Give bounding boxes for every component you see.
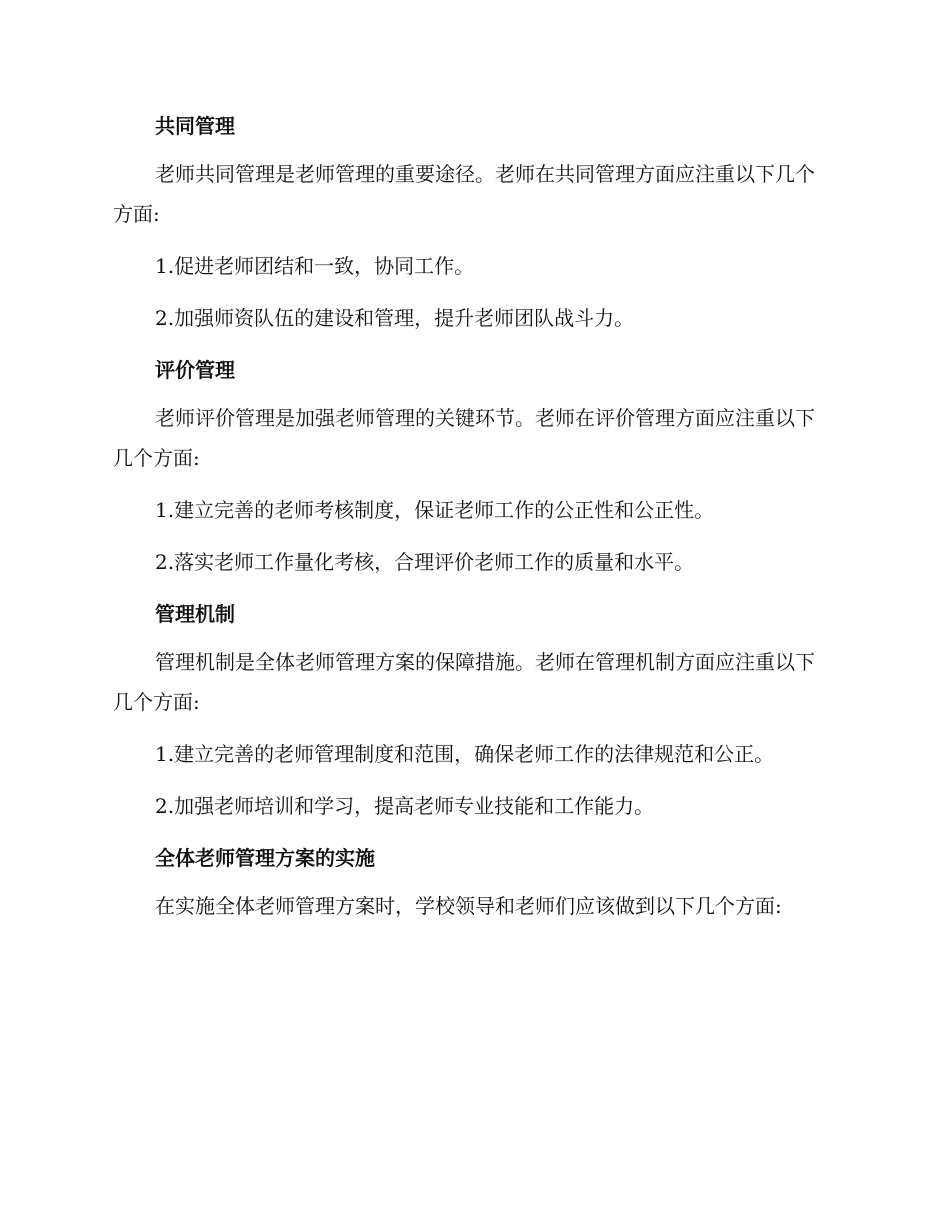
section-heading: 管理机制 [155,602,235,626]
section-implementation [113,838,833,926]
list-item: 2.加强师资队伍的建设和管理，提升老师团队战斗力。 [155,306,635,330]
section-intro: 管理机制是全体老师管理方案的保障措施。老师在管理机制方面应注重以下几个方面: [113,650,815,714]
list-item: 2.加强老师培训和学习，提高老师专业技能和工作能力。 [155,794,655,818]
list-item: 1.建立完善的老师管理制度和范围，确保老师工作的法律规范和公正。 [155,742,775,766]
section-heading: 共同管理 [155,114,235,138]
section-heading: 评价管理 [155,358,235,382]
section-intro: 在实施全体老师管理方案时，学校领导和老师们应该做到以下几个方面: [155,894,782,918]
section-joint-management [113,106,833,338]
list-item: 1.建立完善的老师考核制度，保证老师工作的公正性和公正性。 [155,498,715,522]
section-heading: 全体老师管理方案的实施 [155,846,375,870]
document-page [113,100,833,938]
list-item: 2.落实老师工作量化考核，合理评价老师工作的质量和水平。 [155,550,695,574]
section-evaluation-management [113,350,833,582]
list-item: 1.促进老师团结和一致，协同工作。 [155,254,475,278]
section-intro: 老师评价管理是加强老师管理的关键环节。老师在评价管理方面应注重以下几个方面: [113,406,815,470]
section-management-mechanism [113,594,833,826]
section-intro: 老师共同管理是老师管理的重要途径。老师在共同管理方面应注重以下几个方面: [113,162,815,226]
